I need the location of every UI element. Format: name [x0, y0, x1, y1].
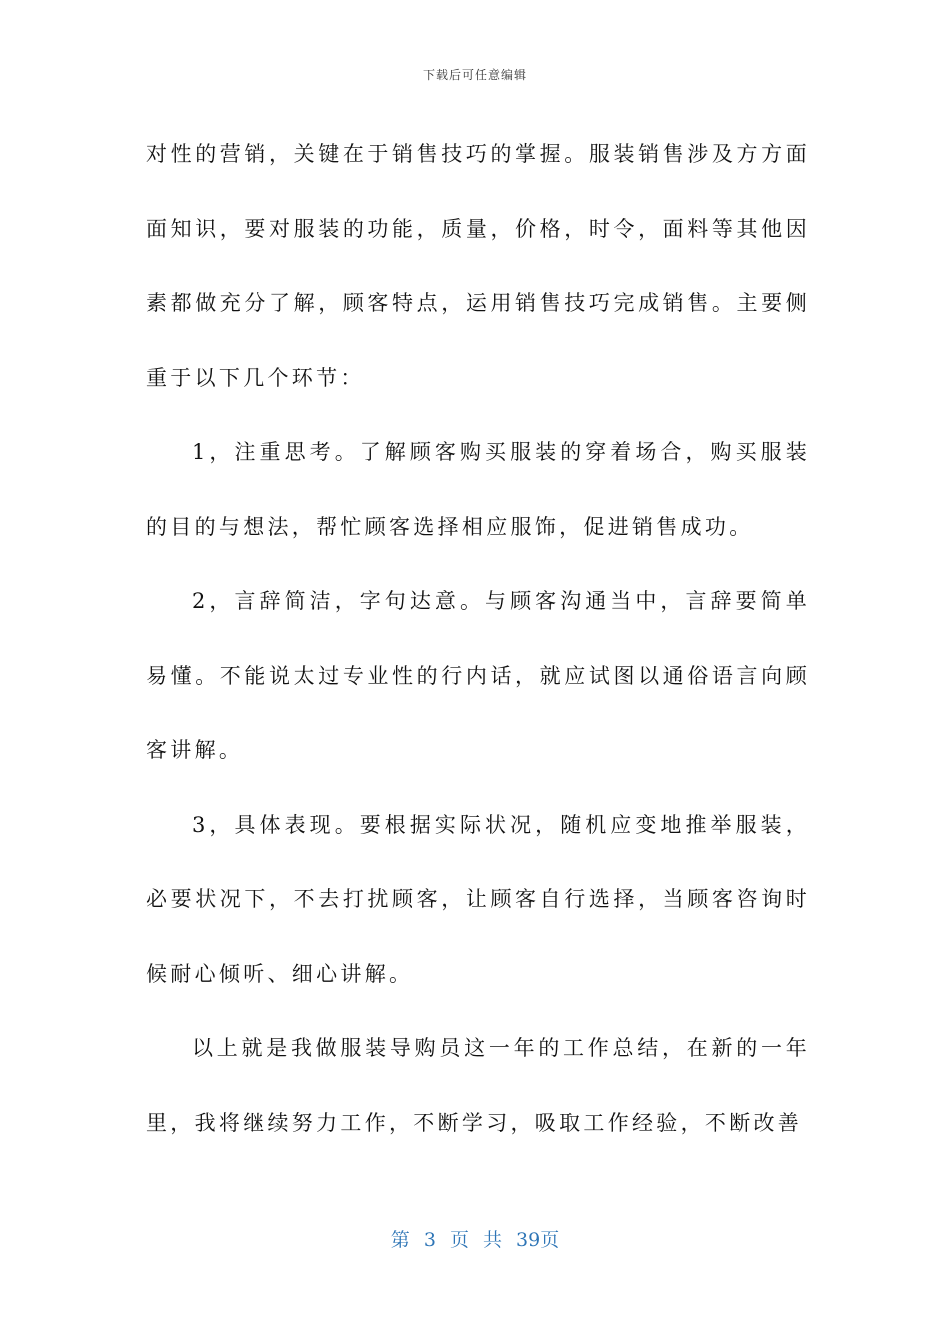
document-body — [146, 117, 810, 1160]
page-header: 下载后可任意编辑 — [422, 68, 527, 82]
paragraph-point-1: 1，注重思考。了解顾客购买服装的穿着场合，购买服装的目的与想法，帮忙顾客选择相应服饰，促进销售成功。 — [146, 440, 810, 539]
paragraph-conclusion: 以上就是我做服装导购员这一年的工作总结，在新的一年里，我将继续努力工作，不断学习，吸取工作经验，不断改善 — [146, 1036, 810, 1135]
paragraph-point-3: 3，具体表现。要根据实际状况，随机应变地推举服装，必要状况下，不去打扰顾客，让顾客自行选择，当顾客咨询时候耐心倾听、细心讲解。 — [146, 812, 810, 986]
page-number-footer: 第 3 页 共 39页 — [390, 1229, 560, 1251]
paragraph-point-2: 2，言辞简洁，字句达意。与顾客沟通当中，言辞要简单易懂。不能说太过专业性的行内话，就应试图以通俗语言向顾客讲解。 — [146, 589, 810, 762]
paragraph-intro: 对性的营销，关键在于销售技巧的掌握。服装销售涉及方方面面知识，要对服装的功能，质量，价格，时令，面料等其他因素都做充分了解，顾客特点，运用销售技巧完成销售。主要侧重于以下几个环节： — [146, 142, 810, 390]
